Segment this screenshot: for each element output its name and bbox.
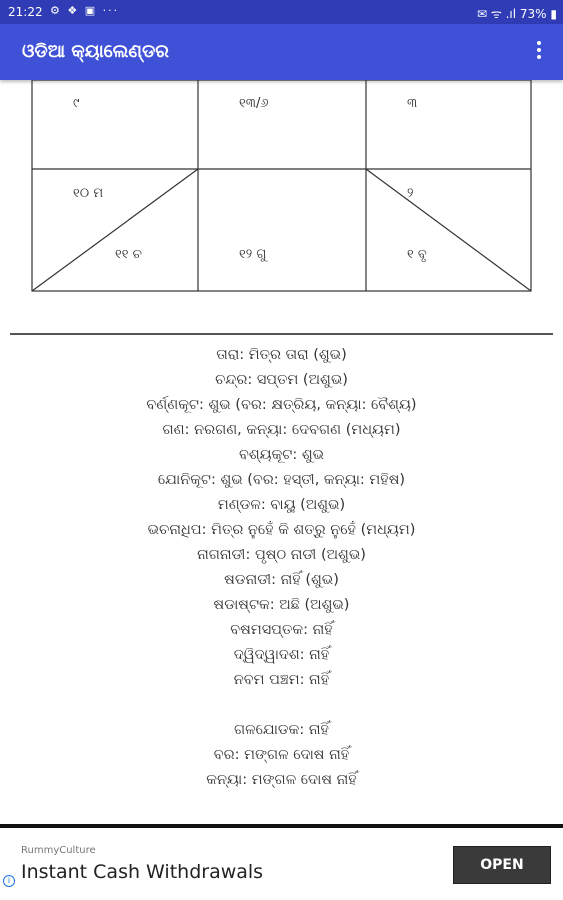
ad-open-button[interactable]: OPEN (453, 846, 551, 884)
chart-cell-mid-right: ୨ (407, 186, 414, 201)
info-icon[interactable]: i (3, 875, 15, 887)
result-row: ଯୋନିକୂଟ: ଶୁଭ (ବର: ହସ୍ତୀ, କନ୍ୟା: ମହିଷ) (157, 472, 406, 488)
status-bar (0, 0, 563, 24)
spacer (0, 693, 563, 718)
more-vert-icon[interactable] (533, 38, 545, 66)
result-row: ଷଡନାଡୀ: ନାହିଁ (ଶୁଭ) (224, 572, 339, 588)
match-results (0, 343, 563, 793)
result-row: ଦ୍ୱିଦ୍ୱାଦଶ: ନାହିଁ (233, 647, 330, 663)
app-bar (0, 24, 563, 80)
notification-icons: ⚙ ❖ ▣ ··· (50, 4, 120, 17)
chart-cell-bottom-right: ୧ ବୃ (407, 247, 427, 262)
result-row: ନାଗନାଡୀ: ପୃଷ୍ଠ ନାଡୀ (ଅଶୁଭ) (197, 547, 366, 563)
result-row: ବର୍ଣ୍ଣକୂଟ: ଶୁଭ (ବର: କ୍ଷତ୍ରିୟ, କନ୍ୟା: ବୈଶ୍ୟ) (146, 397, 417, 413)
chart-cell-mid-left: ୧୦ ମ (73, 186, 104, 201)
result-row: ଗଣ: ନରଗଣ, କନ୍ୟା: ଦେବଗଣ (ମଧ୍ୟମ) (162, 422, 401, 438)
result-row: ବଷମସପ୍ତକ: ନାହିଁ (230, 622, 333, 638)
ad-headline[interactable]: Instant Cash Withdrawals (21, 861, 264, 883)
chart-cell-top-right: ୩ (407, 96, 418, 111)
chart-border (32, 80, 531, 291)
ad-banner[interactable] (0, 828, 563, 900)
chart-diagonal-left (32, 169, 198, 291)
ad-advertiser: RummyCulture (21, 845, 96, 856)
chart-cell-bottom-left: ୧୧ ଚ (115, 247, 142, 262)
dosha-row: କନ୍ୟା: ମଙ୍ଗଳ ଦୋଷ ନାହିଁ (206, 772, 357, 788)
dosha-row: ଗଳଯୋଡକ: ନାହିଁ (234, 722, 329, 738)
result-row: ନବମ ପଞ୍ଚମ: ନାହିଁ (233, 672, 330, 688)
result-row: ଚନ୍ଦ୍ର: ସପ୍ତମ (ଅଶୁଭ) (215, 372, 348, 388)
app-title: ଓଡିଆ କ୍ୟାଲେଣ୍ଡର (22, 41, 169, 62)
status-right-icons: ✉ ᯤ .ıl 73% ▮ (476, 7, 557, 21)
chart-diagonal-right (366, 169, 531, 291)
chart-cell-top-left: ୯ (73, 96, 80, 111)
result-row: ତାରା: ମିତ୍ର ତାରା (ଶୁଭ) (216, 347, 347, 363)
chart-cell-bottom-center: ୧୨ ଗୁ (239, 247, 267, 262)
dosha-row: ବର: ମଙ୍ଗଳ ଦୋଷ ନାହିଁ (213, 747, 350, 763)
result-row: ଷଡାଷ୍ଟକ: ଅଛି (ଅଶୁଭ) (213, 597, 350, 613)
result-row: ଭଚନାଧିପ: ମିତ୍ର ନୁହେଁ କି ଶତ୍ରୁ ନୁହେଁ (ମଧ୍ୟମ) (147, 522, 416, 538)
result-row: ବଶ୍ୟକୂଟ: ଶୁଭ (238, 447, 325, 463)
section-divider (10, 333, 553, 335)
result-row: ମଣ୍ଡଳ: ବାୟୁ (ଅଶୁଭ) (217, 497, 346, 513)
status-time: 21:22 (8, 5, 43, 19)
chart-cell-top-center: ୧୩/୬ (239, 96, 269, 111)
